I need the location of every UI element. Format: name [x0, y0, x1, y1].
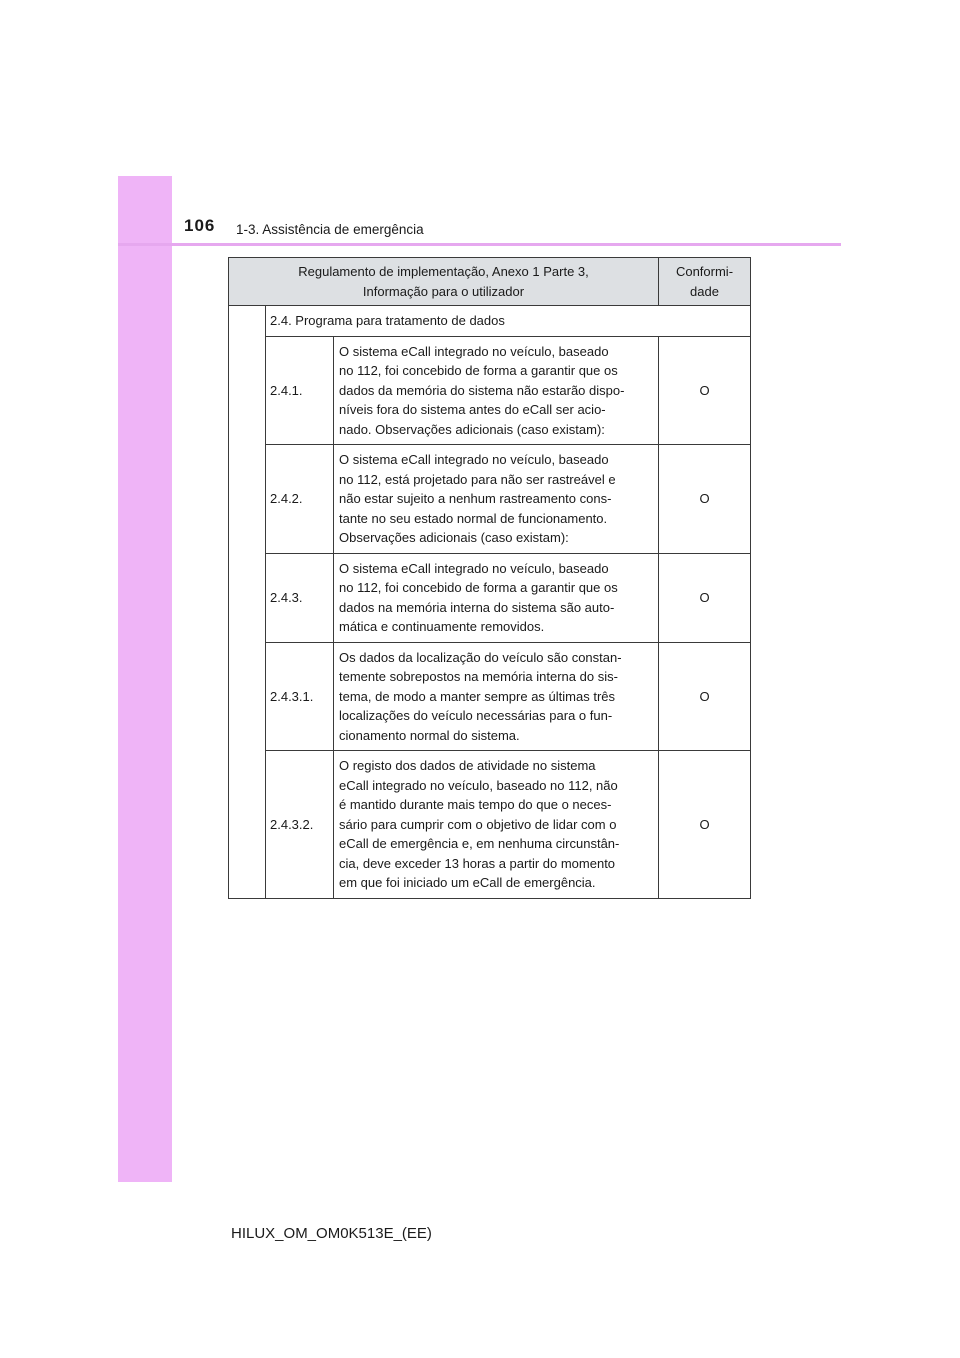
conformity-mark: O [659, 336, 751, 445]
header-conformity [659, 258, 751, 306]
table-row [229, 336, 751, 445]
row-description [334, 553, 659, 642]
subheading: 2.4. Programa para tratamento de dados [266, 306, 751, 337]
footer-document-code: HILUX_OM_OM0K513E_(EE) [231, 1225, 432, 1242]
conformity-mark: O [659, 751, 751, 899]
header-conformity-line2: dade [690, 283, 719, 299]
row-description [334, 336, 659, 445]
description-line: O sistema eCall integrado no veículo, baseado [339, 343, 609, 359]
description-line: sário para cumprir com o objetivo de lidar com o [339, 816, 617, 832]
table-subheading-row [229, 306, 751, 337]
description-line: cionamento normal do sistema. [339, 727, 520, 743]
row-number: 2.4.2. [266, 445, 334, 554]
description-line: eCall de emergência e, em nenhuma circunstân- [339, 836, 620, 851]
conformity-mark: O [659, 445, 751, 554]
section-title: 1-3. Assistência de emergência [236, 222, 424, 237]
conformity-mark: O [659, 642, 751, 751]
description-line: nado. Observações adicionais (caso existam): [339, 421, 605, 437]
description-line: Os dados da localização do veículo são constan- [339, 649, 622, 665]
table-row [229, 751, 751, 899]
description-line: O registo dos dados de atividade no sistema [339, 758, 596, 773]
description-line: temente sobrepostos na memória interna do sis- [339, 669, 618, 684]
description-line: não estar sujeito a nenhum rastreamento cons- [339, 491, 612, 506]
header-rule [118, 243, 841, 246]
header-regulation-line1: Regulamento de implementação, Anexo 1 Parte 3, [298, 264, 589, 279]
description-line: Observações adicionais (caso existam): [339, 530, 569, 545]
description-line: em que foi iniciado um eCall de emergência. [339, 875, 596, 890]
regulation-table [228, 257, 751, 899]
row-number: 2.4.3. [266, 553, 334, 642]
description-line: localizações do veículo necessárias para o fun- [339, 708, 613, 723]
header-conformity-line1: Conformi- [675, 264, 734, 279]
description-line: cia, deve exceder 13 horas a partir do momento [339, 855, 616, 871]
table-row [229, 445, 751, 554]
description-line: no 112, está projetado para não ser rastreável e [339, 471, 616, 487]
header-regulation [229, 258, 659, 306]
description-line: O sistema eCall integrado no veículo, baseado [339, 452, 609, 467]
row-number: 2.4.1. [266, 336, 334, 445]
table-row [229, 553, 751, 642]
description-line: dados da memória do sistema não estarão dispo- [339, 382, 625, 398]
description-line: O sistema eCall integrado no veículo, baseado [339, 560, 609, 576]
description-line: no 112, foi concebido de forma a garantir que os [339, 363, 618, 378]
row-number: 2.4.3.2. [266, 751, 334, 899]
description-line: é mantido durante mais tempo do que o neces- [339, 797, 612, 812]
description-line: tante no seu estado normal de funcionamento. [339, 510, 608, 526]
description-line: eCall integrado no veículo, baseado no 112, não [339, 777, 618, 793]
header-regulation-line2: Informação para o utilizador [362, 283, 525, 299]
row-description [334, 642, 659, 751]
row-number: 2.4.3.1. [266, 642, 334, 751]
conformity-mark: O [659, 553, 751, 642]
indent-cell [229, 306, 266, 899]
table-row [229, 642, 751, 751]
description-line: mática e continuamente removidos. [339, 619, 545, 634]
row-description [334, 751, 659, 899]
page-number: 106 [184, 216, 216, 235]
side-tab-band [118, 176, 172, 1182]
description-line: níveis fora do sistema antes do eCall ser acio- [339, 402, 606, 417]
description-line: no 112, foi concebido de forma a garantir que os [339, 580, 618, 595]
description-line: tema, de modo a manter sempre as últimas três [339, 688, 616, 704]
description-line: dados na memória interna do sistema são auto- [339, 599, 615, 615]
row-description [334, 445, 659, 554]
table-header-row [229, 258, 751, 306]
